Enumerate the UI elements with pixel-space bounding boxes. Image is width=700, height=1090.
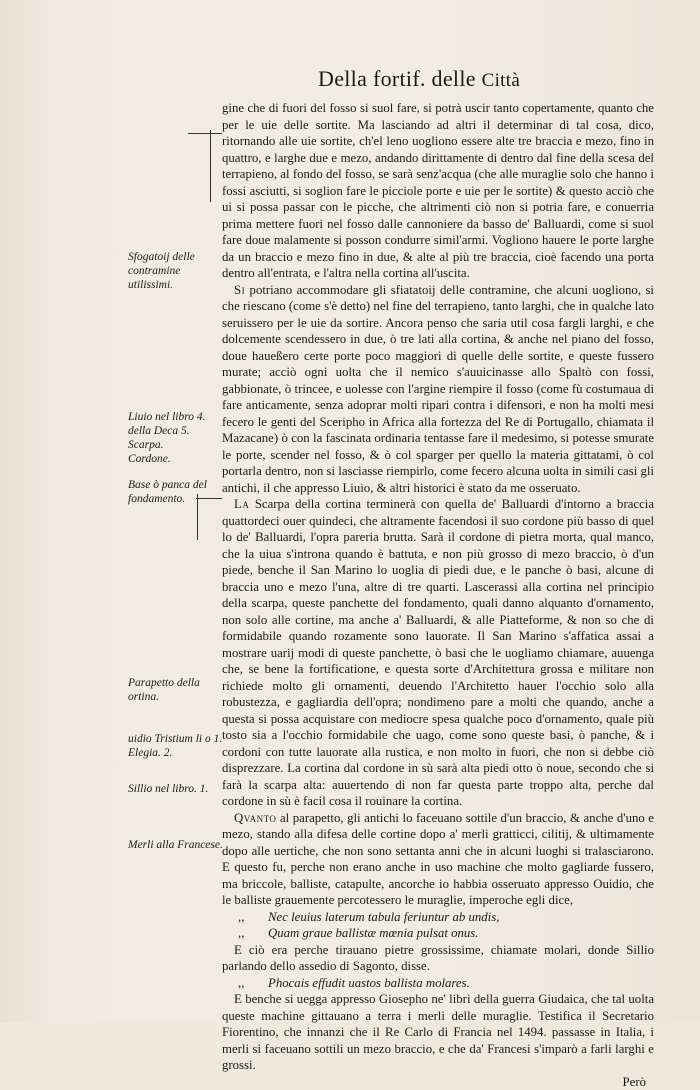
running-header bbox=[318, 66, 678, 92]
paragraph-text: Scarpa della cortina terminerà con quella de' Balluardi d'intorno a braccia quattordeci ouer quindeci, che altramente facendosi il suo cordone più basso di quel lo de' Balluardi, l'opra pareria brutta. Sarà il cordone di pietra morta, qual manco, che la uiua s'introna quando è battuta, e non più grosso di mezo braccio, ò d'un piede, benche il San Marino lo uoglia di piedi due, e le panche ò basi, alcune di braccia uno e mezo l'una, altre di tre quarti. Lascerassi alla cortina nel principio della scarpa, queste panchette del fondamento, quali danno alquanto d'ornamento, non solo alle cortine, ma anche a' Balluardi, & alle Piatteforme, & non so che di formidabile quando rozamente sono lauorate. Il San Marino s'affatica assai a mostrare uarij modi di queste panchette, ò basi che le uogliamo chiamare, auuenga che, se bene la fortificatione, e questa sorte d'Architettura grossa e militare non richiede molto gli ornamenti, deuendo l'Architetto hauer l'occhio solo alla robustezza, e gagliardia dell'opra; nondimeno pare a molti che quando, anche a questa si possa acquistare con mediocre spesa qualche poco d'ornamento, quale più tosto sia a l'occhio formidabile che uago, come sono queste basi, ò panche, & i cordoni con tutte lauorate alla rustica, e non molto in fuori, che non si debbe ciò disprezzare. La cortina dal cordone in sù sarà alta piedi otto ò noue, secondo che si farà la scarpa alta: auuertendo di non far questa parte troppo alta, perche dal cordone in sù è facil cosa il rouinare la cortina. bbox=[222, 497, 654, 808]
quote-text: Quam graue ballistæ mœnia pulsat onus. bbox=[268, 926, 478, 940]
paragraph bbox=[222, 496, 654, 810]
paragraph: E ciò era perche tirauano pietre grossissime, chiamate molari, donde Sillio parlando dello assedio di Sagonto, disse. bbox=[222, 942, 654, 975]
pen-bracket bbox=[210, 130, 211, 202]
margin-note: Cordone. bbox=[128, 452, 224, 466]
main-text-column bbox=[222, 100, 654, 1090]
paragraph: E benche si uegga appresso Giosepho ne' libri della guerra Giudaica, che tal uolta queste machine gittauano a terra i merli delle muraglie. Testifica il Secretario Fiorentino, che innanzi che il Re Carlo di Francia nel 1494. passasse in Italia, i merli si faceuano sottili un mezo braccio, e che da' Francesi s'imparò a farli larghi e grossi. bbox=[222, 991, 654, 1074]
pen-mark bbox=[188, 133, 222, 134]
quote-text: Nec leuius laterum tabula feriuntur ab undis, bbox=[268, 910, 499, 924]
margin-note: Base ò panca del fondamento. bbox=[128, 478, 224, 506]
header-city: Città bbox=[482, 70, 520, 91]
paragraph-text: al parapetto, gli antichi lo faceuano sottile d'un braccio, & anche d'uno e mezo, stando alla difesa delle cortine dopo a' merli gratticci, cilitij, & ultimamente dopo alle uertiche, che non sono settanta anni che in alcuni luoghi si tralasciarono. E questo fu, perche non erano anche in uso machine che molto gagliarde fussero, ma briccole, balliste, catapulte, ancorche io habbia osseruato appresso Ouidio, che le balliste grauemente percotessero le muraglie, imperoche egli dice, bbox=[222, 811, 654, 908]
paragraph: gine che di fuori del fosso si suol fare, si potrà uscir tanto copertamente, quanto che per le uie delle sortite. Ma lasciando ad altri il determinar di tal cosa, dico, ritornando alle uie sortite, ch'el leno uogliono essere alte tre braccia e mezo, fino in quattro, e larghe due e mezo, andando dirittamente di dentro dal fine della scesa del terrapieno, al fondo del fosso, se sarà senz'acqua (che alle muraglie solo che hanno i fossi asciutti, si soglion fare le picciole porte e uie per le sortite) & questo acciò che ui si possa passar con le picche, che altrimenti ciò non si potria fare, e conuerria prima mettere fuori nel fosso dalle cannoniere da basso de' Balluardi, come si suol fare doue malamente si posson condurre simil'armi. Vogliono hauere le porte larghe da un braccio e mezo fino in due, & alte al più tre braccia, cioè facendo una porta dentro all'entrata, e l'altra nella cortina all'uscita. bbox=[222, 100, 654, 282]
margin-note: Sfogatoij delle contramine utilissimi. bbox=[128, 250, 224, 292]
header-prefix: Della fortif. delle bbox=[318, 66, 482, 91]
margin-note: Sillio nel libro. 1. bbox=[128, 782, 224, 796]
paragraph-opening: La bbox=[234, 497, 249, 511]
verse-quote bbox=[222, 975, 654, 992]
paragraph bbox=[222, 810, 654, 909]
margin-note: Merli alla Francese. bbox=[128, 838, 224, 852]
quote-mark: ,, bbox=[238, 925, 268, 942]
quote-text: Phocais effudit uastos ballista molares. bbox=[268, 976, 470, 990]
paragraph-text: potriano accommodare gli sfiatatoij delle contramine, che alcuni uogliono, si che riescano (come s'è detto) nel fine del terrapieno, tanto larghi, che in qualche lato seruissero per le uie da sortire. Ancora penso che saria util cosa fargli larghi, e che dolcemente scendessero in due, ò tre lati alla cortina, & anche nel piano del fosso, doue haueßero certe porte poco maggiori di quelle delle sortite, e queste fussero murate; acciò ogni uolta che il nemico s'auuicinasse allo Spaltò con fossi, gabbionate, ò trincee, e uolesse con l'argine riempire il fosso (come fù costumaua di fare anticamente, senza adoprar molti ripari contra i difensori, e non ha molti mesi fecero le genti del Sceripho in Africa alla fortezza del Re di Portugallo, chiamata il Mazacane) ò con la fascinata ordinaria tentasse fare il medesimo, si potesse smurate le porte, scender nel fosso, & ò col sparger per quello la materia gittatami, ò col portarla dentro, non si lasciasse riempirlo, come fecero alcuna uolta in simili casi gli antichi, il che appresso Liuio, & altri historici è stato da me osseruato. bbox=[222, 283, 654, 495]
quote-mark: ,, bbox=[238, 975, 268, 992]
margin-note: Liuio nel libro 4. della Deca 5. bbox=[128, 410, 224, 438]
margin-note: Parapetto della ortina. bbox=[128, 676, 224, 704]
margin-note: Scarpa. bbox=[128, 438, 224, 452]
quote-mark: ,, bbox=[238, 909, 268, 926]
margin-note: uidio Tristium li o 1. Elegia. 2. bbox=[128, 732, 224, 760]
verse-quote bbox=[222, 925, 654, 942]
verse-quote bbox=[222, 909, 654, 926]
paragraph-opening: Si bbox=[234, 283, 245, 297]
paragraph bbox=[222, 282, 654, 497]
paragraph-opening: Qvanto bbox=[234, 811, 276, 825]
catchword: Però bbox=[222, 1074, 654, 1090]
